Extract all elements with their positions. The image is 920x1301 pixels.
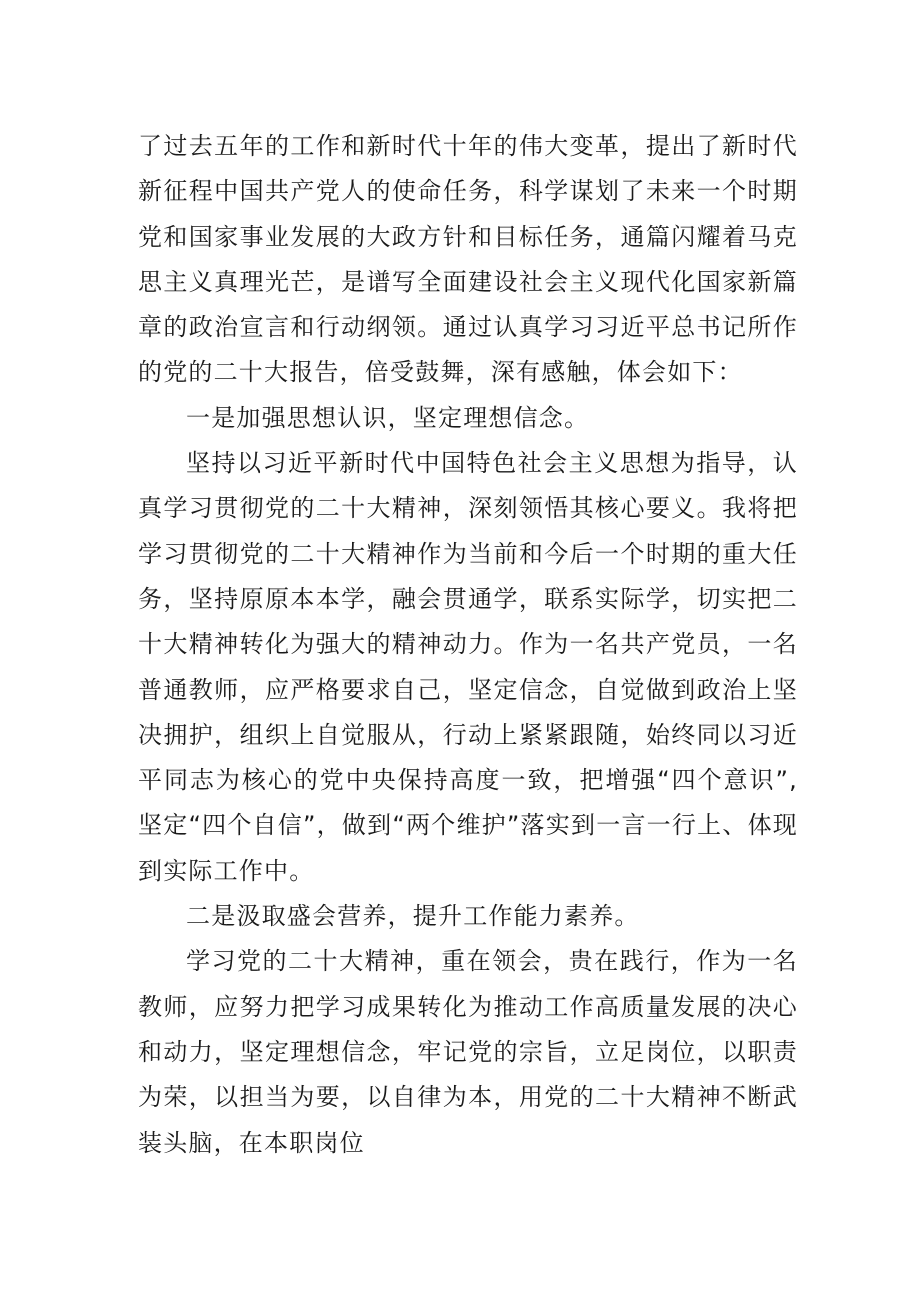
document-body	[138, 124, 798, 1166]
body-paragraph-1: 坚持以习近平新时代中国特色社会主义思想为指导，认真学习贯彻党的二十大精神，深刻领悟其核心要义。我将把学习贯彻党的二十大精神作为当前和今后一个时期的重大任务，坚持原原本本学，融会贯通学，联系实际学，切实把二十大精神转化为强大的精神动力。作为一名共产党员，一名普通教师，应严格要求自己，坚定信念，自觉做到政治上坚决拥护，组织上自觉服从，行动上紧紧跟随，始终同以习近平同志为核心的党中央保持高度一致，把增强“四个意识”,坚定“四个自信”，做到“两个维护”落实到一言一行上、体现到实际工作中。	[138, 449, 798, 885]
section-heading-1: 一是加强思想认识，坚定理想信念。	[186, 403, 590, 432]
intro-paragraph: 了过去五年的工作和新时代十年的伟大变革，提出了新时代新征程中国共产党人的使命任务，科学谋划了未来一个时期党和国家事业发展的大政方针和目标任务，通篇闪耀着马克思主义真理光芒，是谱写全面建设社会主义现代化国家新篇章的政治宣言和行动纲领。通过认真学习习近平总书记所作的党的二十大报告，倍受鼓舞，深有感触，体会如下：	[138, 132, 798, 387]
section-heading-2: 二是汲取盛会营养，提升工作能力素养。	[186, 902, 640, 931]
body-paragraph-2: 学习党的二十大精神，重在领会，贵在践行，作为一名教师，应努力把学习成果转化为推动工作高质量发展的决心和动力，坚定理想信念，牢记党的宗旨，立足岗位，以职责为荣，以担当为要，以自律为本，用党的二十大精神不断武装头脑，在本职岗位	[138, 947, 798, 1157]
